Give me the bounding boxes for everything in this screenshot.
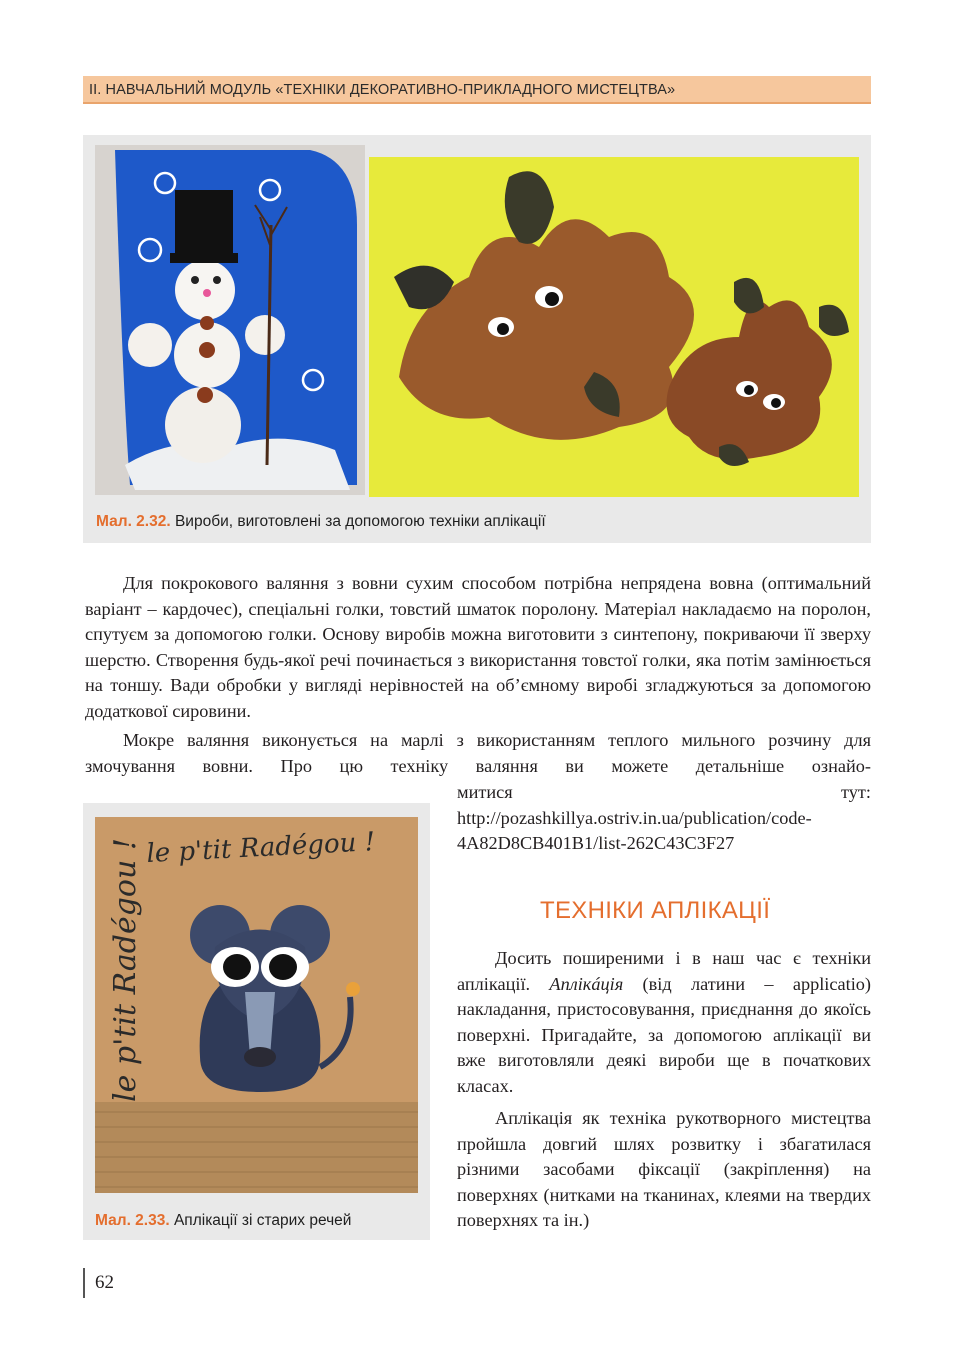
mouse-applique-image — [95, 817, 418, 1193]
definition-term: Аплікáція — [549, 973, 624, 994]
figure-2-33 — [83, 803, 430, 1240]
paragraph-applique-history: Аплікація як техніка рукотворного мистецтва пройшла довгий шлях розвитку і збагатилася різними засобами фіксації (закріплення) на поверхнях (нитками на тканинах, клеями на твердих поверхнях та ін.) — [457, 1108, 871, 1231]
section-title: ТЕХНІКИ АПЛІКАЦІЇ — [540, 897, 771, 924]
figure-2-33-caption — [95, 1212, 351, 1230]
paragraph-wet-felting: Мокре валяння виконується на марлі з використанням теплого мильного розчину для змочування вовни. Про цю техніку валяння ви можете детальніше ознайо- — [85, 730, 871, 776]
paragraph-link: митися тут: http://pozashkillya.ostriv.in.ua/publication/code-4A82D8CB401B1/list-262C43C3F27 — [457, 782, 871, 854]
figure-caption-text: Аплікації зі старих речей — [173, 1212, 352, 1229]
definition-rest: (від латини – applicatio) накладання, пристосовування, приєднання до якоїсь поверхні. Пригадайте, за допомогою аплікації ви вже виготовляли деякі вироби ще в початкових класах. — [457, 973, 871, 1096]
figure-2-32-caption — [96, 513, 546, 531]
definition-intro: Досить поширеними і в наш час є техніки аплікації. — [457, 948, 871, 994]
handwriting-side: le p'tit Radégou ! — [108, 838, 143, 1102]
figure-label: Мал. 2.33. — [95, 1212, 170, 1229]
paragraph-applique-definition — [457, 946, 871, 1100]
paragraph-dry-felting: Для покрокового валяння з вовни сухим способом потрібна непрядена вовна (оптимальний варіант – кардочес), спеціальні голки, товстий шматок поролону. Матеріал накладаємо на поролон, спутуєм за допомогою голки. Основу виробів можна виготовити з синтепону, покриваючи її зверху шерстю. Створення будь-якої речі починається з використання товстої голки, яка потім замінюється на тоншу. Вади обробки у вигляді нерівностей на об’ємному виробі згладжуються за допомогою додаткової сировини. — [85, 573, 871, 721]
page-number: 62 — [83, 1268, 114, 1298]
running-header: II. НАВЧАЛЬНИЙ МОДУЛЬ «ТЕХНІКИ ДЕКОРАТИВНО-ПРИКЛАДНОГО МИСТЕЦТВА» — [83, 76, 871, 104]
figure-caption-text: Вироби, виготовлені за допомогою техніки аплікації — [174, 513, 546, 530]
snowman-applique-image — [95, 145, 365, 495]
handwriting-top: le p'tit Radégou ! — [145, 827, 376, 869]
figure-label: Мал. 2.32. — [96, 513, 171, 530]
figure-2-32 — [83, 135, 871, 543]
leaf-animals-image — [369, 157, 859, 497]
